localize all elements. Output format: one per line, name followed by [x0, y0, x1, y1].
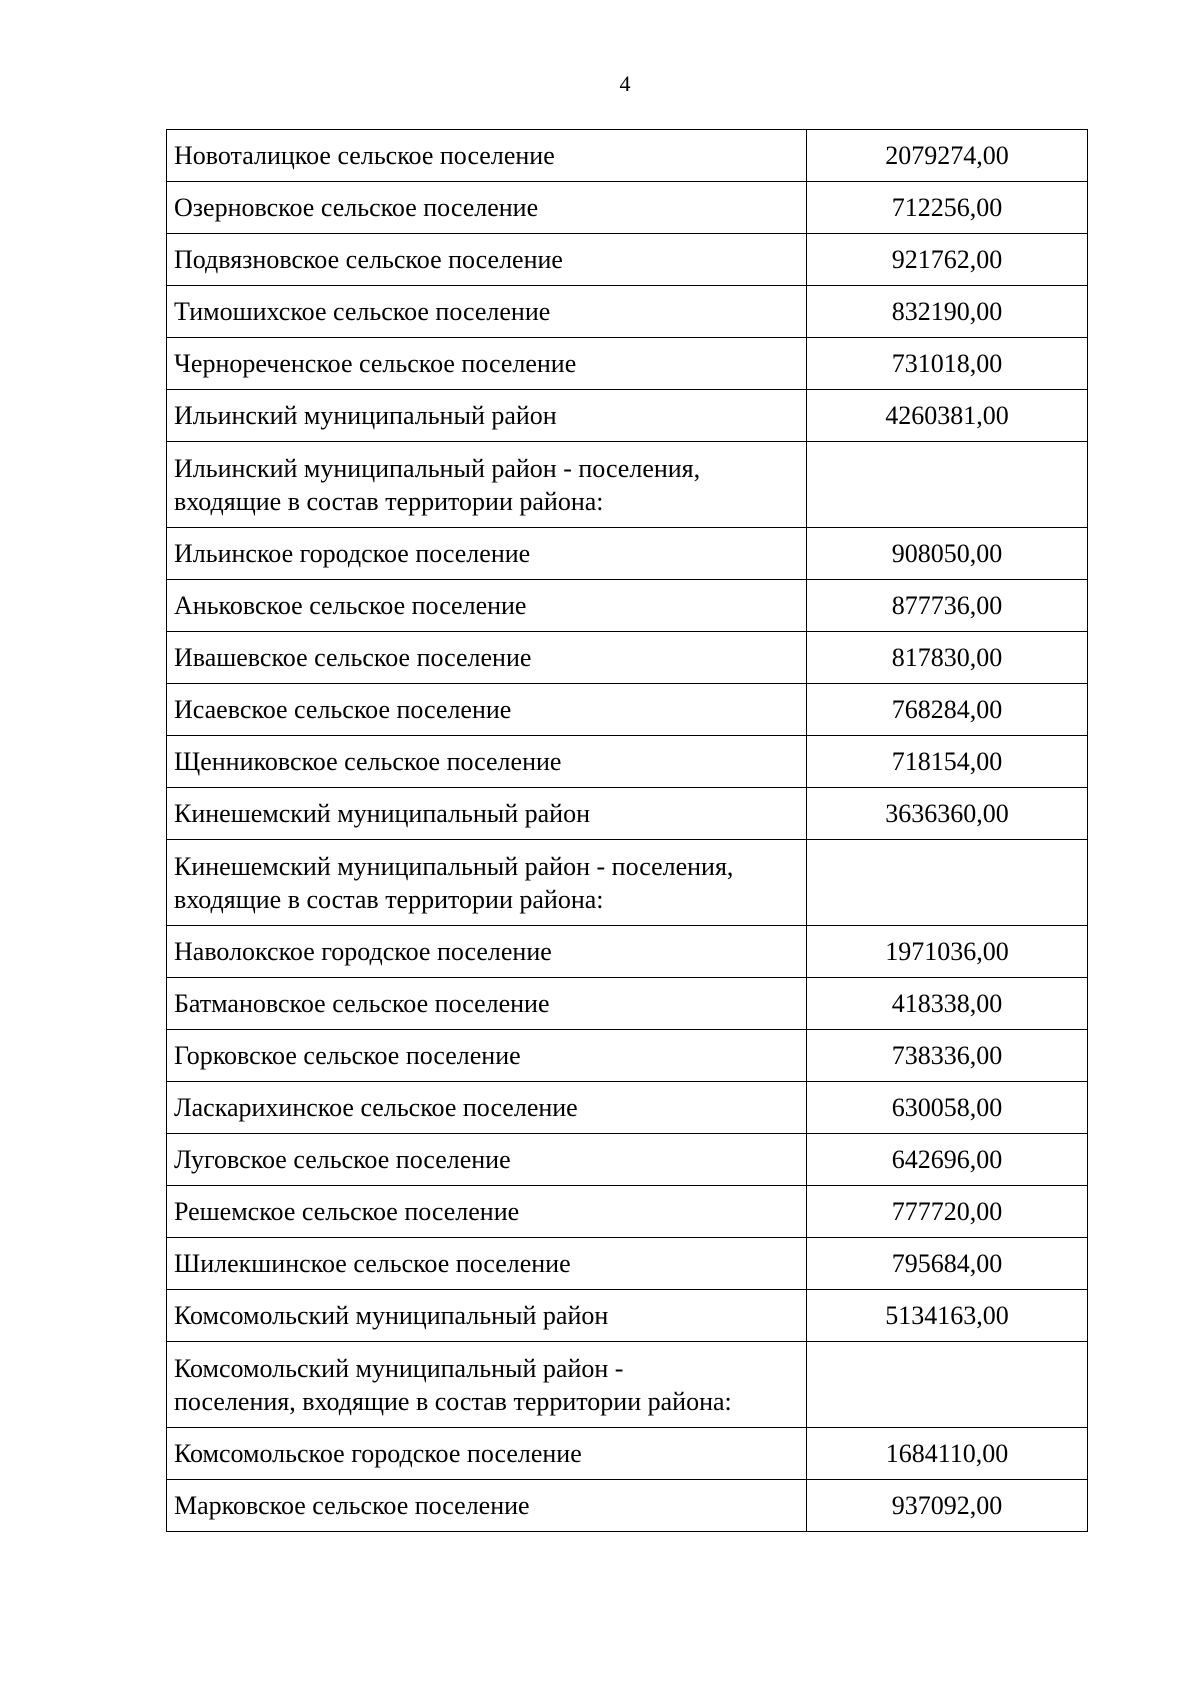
settlement-name: Луговское сельское поселение [174, 1145, 511, 1174]
settlement-name: Исаевское сельское поселение [174, 695, 512, 724]
table-row [167, 390, 1088, 442]
settlement-name: Аньковское сельское поселение [174, 591, 527, 620]
settlement-name: Ивашевское сельское поселение [174, 643, 532, 672]
settlement-name: Марковское сельское поселение [174, 1491, 530, 1520]
settlement-name: Шилекшинское сельское поселение [174, 1249, 571, 1278]
amount-cell: 795684,00 [807, 1238, 1088, 1290]
table-row [167, 736, 1088, 788]
amount-cell: 777720,00 [807, 1186, 1088, 1238]
settlement-name-cell [167, 580, 807, 632]
amount-cell: 630058,00 [807, 1082, 1088, 1134]
settlement-name: Озерновское сельское поселение [174, 193, 539, 222]
table-row [167, 1082, 1088, 1134]
settlement-name: Ильинское городское поселение [174, 539, 531, 568]
settlement-name: Решемское сельское поселение [174, 1197, 520, 1226]
table-row [167, 1428, 1088, 1480]
table-row [167, 788, 1088, 840]
page-number: 4 [619, 71, 631, 96]
settlement-name-cell [167, 182, 807, 234]
table-row [167, 1480, 1088, 1532]
settlement-name-cell [167, 788, 807, 840]
amount-cell: 731018,00 [807, 338, 1088, 390]
settlement-name-cell [167, 390, 807, 442]
table-row [167, 234, 1088, 286]
amount-cell: 937092,00 [807, 1480, 1088, 1532]
table-row [167, 632, 1088, 684]
settlement-name: Ильинский муниципальный район - поселения, [174, 453, 701, 483]
settlement-name: Комсомольский муниципальный район - [174, 1353, 624, 1383]
amount-cell [807, 1342, 1088, 1428]
settlement-name-cell [167, 1134, 807, 1186]
table-row [167, 1186, 1088, 1238]
table-row [167, 182, 1088, 234]
amount-cell: 1971036,00 [807, 926, 1088, 978]
settlement-name-cell [167, 1428, 807, 1480]
settlement-name: Наволокское городское поселение [174, 937, 552, 966]
settlement-name-cell [167, 528, 807, 580]
settlement-name: Кинешемский муниципальный район [174, 799, 591, 828]
settlement-name-cell [167, 978, 807, 1030]
table-row [167, 1030, 1088, 1082]
settlement-name: Ильинский муниципальный район [174, 401, 557, 430]
settlement-name-cell [167, 840, 807, 926]
amount-cell: 642696,00 [807, 1134, 1088, 1186]
amount-cell: 3636360,00 [807, 788, 1088, 840]
settlement-name-cell [167, 1342, 807, 1428]
settlement-name-continued: входящие в состав территории района: [174, 884, 604, 914]
table-row [167, 130, 1088, 182]
amount-cell: 418338,00 [807, 978, 1088, 1030]
amount-cell: 877736,00 [807, 580, 1088, 632]
settlement-name: Подвязновское сельское поселение [174, 245, 563, 274]
amount-cell: 712256,00 [807, 182, 1088, 234]
settlement-name-cell [167, 1082, 807, 1134]
settlement-name-cell [167, 736, 807, 788]
settlement-name: Ласкарихинское сельское поселение [174, 1093, 578, 1122]
settlement-name-cell [167, 442, 807, 528]
table-row [167, 442, 1088, 528]
settlement-name: Комсомольский муниципальный район [174, 1301, 609, 1330]
settlement-name: Чернореченское сельское поселение [174, 349, 577, 378]
allocation-table [166, 129, 1088, 1532]
amount-cell: 832190,00 [807, 286, 1088, 338]
settlement-name-cell [167, 1186, 807, 1238]
amount-cell: 1684110,00 [807, 1428, 1088, 1480]
settlement-name-cell [167, 338, 807, 390]
settlement-name-continued: входящие в состав территории района: [174, 486, 604, 516]
table-row [167, 1342, 1088, 1428]
table-row [167, 1238, 1088, 1290]
table-row [167, 580, 1088, 632]
settlement-name-cell [167, 1238, 807, 1290]
settlement-name-cell [167, 1290, 807, 1342]
amount-cell: 768284,00 [807, 684, 1088, 736]
amount-cell: 738336,00 [807, 1030, 1088, 1082]
settlement-name: Кинешемский муниципальный район - поселения, [174, 851, 734, 881]
settlement-name: Батмановское сельское поселение [174, 989, 550, 1018]
settlement-name-cell [167, 1030, 807, 1082]
settlement-name-cell [167, 286, 807, 338]
table-row [167, 1290, 1088, 1342]
table-body [167, 130, 1088, 1532]
table-row [167, 286, 1088, 338]
table-row [167, 1134, 1088, 1186]
settlement-name-cell [167, 684, 807, 736]
settlement-name: Новоталицкое сельское поселение [174, 141, 555, 170]
amount-cell [807, 442, 1088, 528]
amount-cell: 817830,00 [807, 632, 1088, 684]
amount-cell: 921762,00 [807, 234, 1088, 286]
settlement-name: Тимошихское сельское поселение [174, 297, 551, 326]
settlement-name-cell [167, 234, 807, 286]
table-row [167, 338, 1088, 390]
settlement-name-cell [167, 632, 807, 684]
amount-cell [807, 840, 1088, 926]
amount-cell: 5134163,00 [807, 1290, 1088, 1342]
table-row [167, 840, 1088, 926]
settlement-name-continued: поселения, входящие в состав территории района: [174, 1386, 732, 1416]
amount-cell: 4260381,00 [807, 390, 1088, 442]
settlement-name-cell [167, 926, 807, 978]
table-row [167, 528, 1088, 580]
amount-cell: 2079274,00 [807, 130, 1088, 182]
table-row [167, 978, 1088, 1030]
settlement-name: Щенниковское сельское поселение [174, 747, 562, 776]
amount-cell: 908050,00 [807, 528, 1088, 580]
settlement-name: Комсомольское городское поселение [174, 1439, 582, 1468]
table-row [167, 684, 1088, 736]
settlement-name-cell [167, 130, 807, 182]
amount-cell: 718154,00 [807, 736, 1088, 788]
settlement-name: Горковское сельское поселение [174, 1041, 521, 1070]
table-row [167, 926, 1088, 978]
settlement-name-cell [167, 1480, 807, 1532]
